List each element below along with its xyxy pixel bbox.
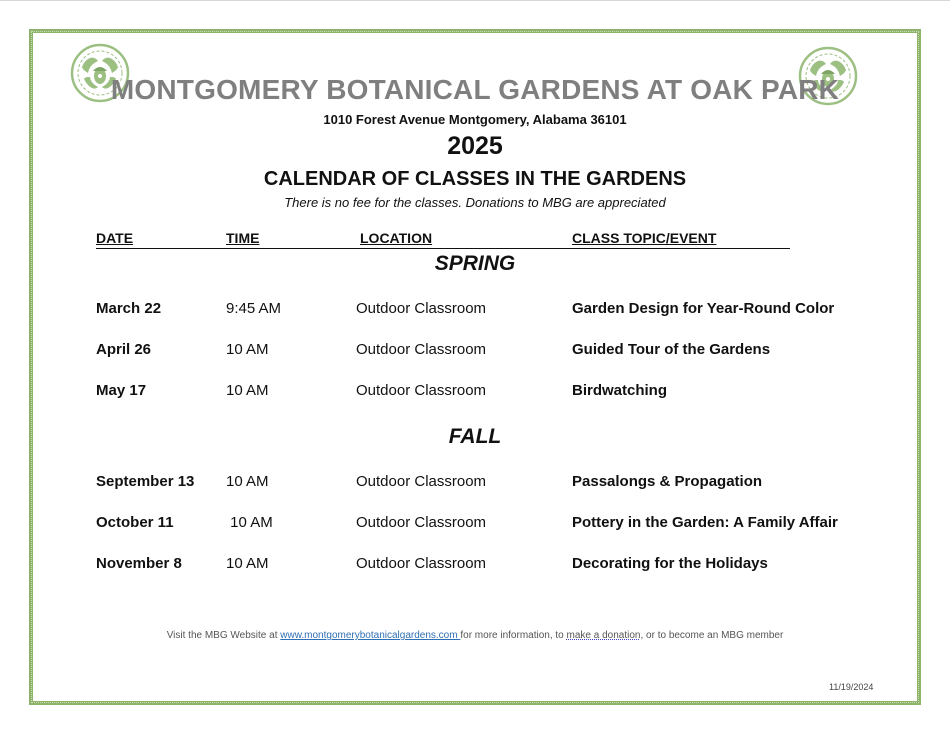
- season-heading-spring: SPRING: [434, 252, 516, 275]
- event-location: Outdoor Classroom: [356, 300, 487, 317]
- table-row: [0, 473, 950, 495]
- table-header: [96, 230, 790, 249]
- season-heading-fall: FALL: [448, 425, 502, 448]
- event-topic: Pottery in the Garden: A Family Affair: [572, 514, 838, 531]
- event-location: Outdoor Classroom: [356, 473, 487, 490]
- date-stamp: 11/19/2024: [829, 682, 874, 692]
- table-row: [0, 514, 950, 536]
- footer-suffix: , or to become an MBG member: [640, 630, 784, 641]
- event-location: Outdoor Classroom: [356, 382, 487, 399]
- table-row: [0, 341, 950, 363]
- event-topic: Garden Design for Year-Round Color: [572, 300, 835, 317]
- event-topic: Passalongs & Propagation: [572, 473, 763, 490]
- event-time: 10 AM: [226, 555, 269, 572]
- event-time: 10 AM: [226, 341, 269, 358]
- event-topic: Guided Tour of the Gardens: [572, 341, 771, 358]
- table-row: [0, 382, 950, 404]
- calendar-title: CALENDAR OF CLASSES IN THE GARDENS: [263, 168, 687, 190]
- decorative-border: [29, 29, 921, 705]
- footer-note: [0, 630, 950, 641]
- table-row: [0, 300, 950, 322]
- event-topic: Birdwatching: [572, 382, 668, 399]
- event-date: September 13: [96, 473, 195, 490]
- event-location: Outdoor Classroom: [356, 514, 487, 531]
- event-time: 10 AM: [226, 382, 269, 399]
- column-header-time: TIME: [226, 230, 260, 246]
- event-time: 10 AM: [226, 473, 269, 490]
- column-header-location: LOCATION: [360, 230, 433, 246]
- event-date: March 22: [96, 300, 162, 317]
- website-link[interactable]: www.montgomerybotanicalgardens.com: [280, 630, 461, 641]
- event-location: Outdoor Classroom: [356, 341, 487, 358]
- address: 1010 Forest Avenue Montgomery, Alabama 36101: [323, 112, 627, 127]
- column-header-topic: CLASS TOPIC/EVENT: [572, 230, 717, 246]
- event-date: May 17: [96, 382, 147, 399]
- org-title: MONTGOMERY BOTANICAL GARDENS AT OAK PARK: [110, 74, 840, 105]
- fee-note: There is no fee for the classes. Donations to MBG are appreciated: [284, 195, 666, 210]
- footer-prefix: Visit the MBG Website at: [166, 630, 281, 641]
- donation-text[interactable]: make a donation: [566, 630, 641, 641]
- event-topic: Decorating for the Holidays: [572, 555, 768, 572]
- event-date: April 26: [96, 341, 152, 358]
- event-date: November 8: [96, 555, 182, 572]
- year-heading: 2025: [447, 132, 503, 160]
- event-time: 10 AM: [226, 514, 273, 531]
- event-location: Outdoor Classroom: [356, 555, 487, 572]
- page-top-edge: [0, 0, 950, 1]
- event-date: October 11: [96, 514, 174, 531]
- footer-middle: for more information, to: [460, 630, 567, 641]
- event-time: 9:45 AM: [226, 300, 282, 317]
- table-row: [0, 555, 950, 577]
- column-header-date: DATE: [96, 230, 134, 246]
